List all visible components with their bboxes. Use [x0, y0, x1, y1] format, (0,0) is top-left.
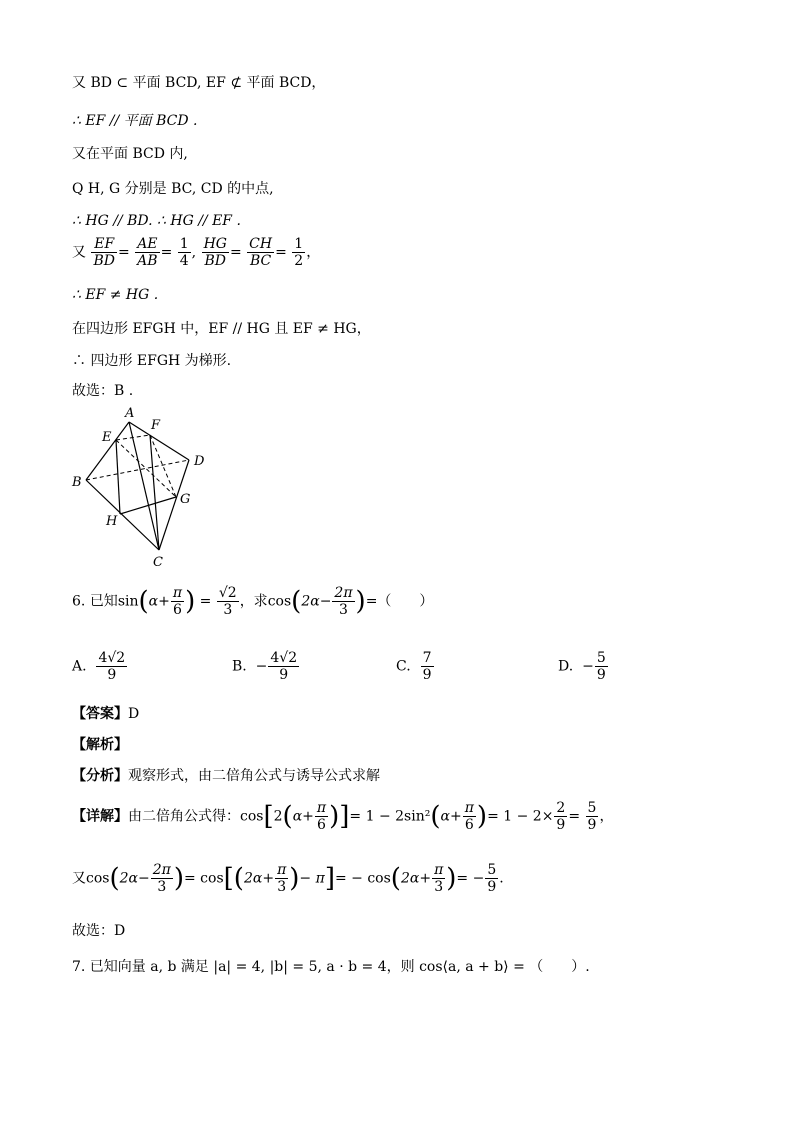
frac-num: 2	[556, 800, 566, 816]
detail-tag: 【详解】	[72, 808, 128, 825]
proof-line-4: Q H, G 分别是 BC, CD 的中点,	[72, 181, 274, 197]
fraction-pi-3	[432, 862, 445, 895]
fenxi-text: 观察形式，由二倍角公式与诱导公式求解	[128, 768, 380, 784]
frac-den: 2	[294, 253, 304, 269]
option-d[interactable]	[558, 650, 609, 683]
answer-value: D	[128, 706, 140, 722]
plus-sign: +	[449, 808, 462, 825]
option-value	[421, 650, 434, 683]
frac-den: 3	[339, 602, 348, 618]
label-e: E	[102, 430, 112, 445]
frac-den: 9	[487, 879, 497, 895]
frac-num: π	[316, 800, 327, 816]
proof-line-6: 又 $\frac{EF}{BD}$ = $\frac{AE}{AB}$ = $\frac{1}{4}$ , $\frac{HG}{BD}$ = $\frac{CH}{BC}$ = $\frac{1}{2}$ ，	[72, 236, 321, 269]
again-word: 又	[72, 870, 86, 887]
option-value	[595, 650, 608, 683]
fraction-5-9	[586, 800, 599, 833]
option-label: D.	[558, 658, 574, 675]
option-b[interactable]	[232, 650, 300, 683]
frac-num: 7	[422, 650, 432, 666]
frac-den: BC	[250, 253, 272, 269]
two-alpha: 2α	[119, 870, 138, 887]
frac-num: HG	[203, 236, 227, 252]
equation-text: = 1 − 2×	[487, 808, 554, 825]
bracket-close: ]	[339, 801, 350, 832]
frac-den: BD	[93, 253, 115, 269]
fraction-2-9	[554, 800, 567, 833]
fraction-ae-ab	[135, 236, 159, 269]
frac-num: 5	[487, 862, 497, 878]
fraction-2pi-3	[151, 862, 173, 895]
frac-num: √2	[218, 585, 237, 601]
frac-den: 3	[434, 879, 444, 895]
label-d: D	[194, 454, 205, 469]
paren-open: (	[291, 586, 302, 617]
frac-den: 6	[464, 817, 474, 833]
fenxi-line	[72, 765, 380, 785]
segment-hg	[120, 497, 176, 514]
edge-bd-hidden	[86, 460, 189, 480]
paren-close: )	[173, 863, 184, 894]
proof-line-2: ∴ EF // 平面 BCD .	[72, 113, 198, 129]
minus-sign: −	[138, 870, 150, 887]
fraction-5-9	[485, 862, 498, 895]
answer-tag: 【答案】	[72, 706, 128, 722]
label-b: B	[72, 475, 82, 490]
frac-den: 9	[596, 667, 606, 683]
plus-sign: +	[302, 808, 314, 825]
fraction-1-4	[178, 236, 191, 269]
tetrahedron-figure	[66, 400, 216, 572]
option-a[interactable]	[72, 650, 128, 683]
frac-den: 9	[556, 817, 566, 833]
frac-num: π	[172, 585, 183, 601]
paren-open: (	[282, 801, 293, 832]
equation-text: = − cos	[334, 870, 391, 887]
frac-num: 2π	[152, 862, 171, 878]
frac-num: π	[434, 862, 444, 878]
frac-den: 6	[317, 817, 326, 833]
fraction-pi-6	[171, 585, 184, 618]
proof-line-9: ∴ 四边形 EFGH 为梯形.	[72, 353, 232, 369]
stem-text: ，求	[239, 593, 268, 610]
paren-close: )	[329, 801, 340, 832]
frac-num: 2π	[334, 585, 353, 601]
alpha-symbol: α	[148, 593, 159, 610]
stem-text: =（ ）	[365, 593, 434, 610]
label-c: C	[153, 555, 163, 570]
frac-den: 3	[223, 602, 233, 618]
paren-open: (	[109, 863, 120, 894]
punctuation: ，	[599, 808, 614, 825]
choose-line: 故选：D	[72, 923, 126, 939]
equation-text: = −	[456, 870, 485, 887]
plus-sign: +	[158, 593, 170, 610]
label-f: F	[151, 418, 161, 433]
fraction-pi-6	[463, 800, 476, 833]
option-label: A.	[72, 658, 87, 675]
fraction-ch-bc	[247, 236, 274, 269]
proof-line-5: ∴ HG // BD. ∴ HG // EF .	[72, 213, 241, 229]
option-label: B.	[232, 658, 247, 675]
paren-open: (	[390, 863, 401, 894]
frac-den: 9	[587, 817, 597, 833]
question-number: 6.	[72, 593, 86, 610]
label-h: H	[106, 514, 118, 529]
frac-den: 4	[179, 253, 189, 269]
sin-func: sin	[117, 593, 139, 610]
frac-num: 4√2	[98, 650, 126, 666]
proof-line-7: ∴ EF ≠ HG .	[72, 287, 159, 303]
detail-line-2	[72, 862, 504, 895]
paren-open: (	[430, 801, 441, 832]
paren-close: )	[289, 863, 300, 894]
fraction-2pi-3	[332, 585, 354, 618]
segment-eg-hidden	[116, 440, 176, 497]
frac-num: 4√2	[270, 650, 298, 666]
minus-sign: −	[582, 658, 594, 675]
frac-num: π	[277, 862, 287, 878]
fraction-pi-6	[315, 800, 328, 833]
plus-sign: +	[419, 870, 432, 887]
frac-den: 9	[107, 667, 117, 683]
option-value	[268, 650, 299, 683]
label-a: A	[125, 406, 135, 421]
frac-num: 1	[179, 236, 189, 252]
equation-text: = 1 − 2sin²	[349, 808, 431, 825]
detail-text: 由二倍角公式得：	[128, 808, 240, 825]
analysis-line	[72, 734, 128, 754]
paren-open: (	[233, 863, 244, 894]
option-c[interactable]	[396, 650, 435, 683]
edge-bc	[86, 480, 159, 550]
paren-close: )	[446, 863, 457, 894]
analysis-tag: 【解析】	[72, 737, 128, 753]
option-label: C.	[396, 658, 411, 675]
punctuation: .	[499, 870, 504, 887]
frac-den: BD	[204, 253, 227, 269]
cos-func: cos	[86, 870, 110, 887]
coefficient: 2	[273, 808, 283, 825]
fraction-sqrt2-3	[217, 585, 239, 618]
bracket-close: ]	[324, 863, 335, 894]
frac-den: 3	[277, 879, 287, 895]
fraction-ef-bd	[91, 236, 117, 269]
two-alpha: 2α	[400, 870, 420, 887]
cos-func: cos	[267, 593, 292, 610]
fraction-pi-3	[275, 862, 288, 895]
fenxi-tag: 【分析】	[72, 768, 128, 784]
minus-pi: − π	[299, 870, 325, 887]
fraction-1-2	[292, 236, 305, 269]
bracket-open: [	[223, 863, 234, 894]
bracket-open: [	[263, 801, 274, 832]
label-g: G	[180, 492, 191, 507]
proof-line-3: 又在平面 BCD 内,	[72, 146, 188, 162]
proof-line-10: 故选：B .	[72, 383, 134, 399]
frac-num: 1	[294, 236, 304, 252]
paren-close: )	[355, 586, 366, 617]
two-alpha: 2α	[243, 870, 263, 887]
frac-num: 5	[596, 650, 606, 666]
frac-den: 9	[279, 667, 289, 683]
answer-line	[72, 703, 139, 723]
q6-stem: 6. 已知sin(α+ $\frac{\pi}{6}$ ) = $\frac{√2}{3}$ ，求cos(2α− $\frac{2\pi}{3}$ )=（ ）	[72, 585, 434, 618]
alpha-symbol: α	[440, 808, 450, 825]
plus-sign: +	[262, 870, 275, 887]
detail-line-1: 【详解】由二倍角公式得：cos[2(α+ $\frac{\pi}{6}$ )]= 1 − 2sin²(α+ $\frac{\pi}{6}$ )= 1 − 2× $\frac{2}{9}$ = $\frac{5}{9}$ ，	[72, 800, 614, 833]
frac-den: 6	[173, 602, 182, 618]
paren-close: )	[476, 801, 488, 832]
proof-line-8: 在四边形 EFGH 中，EF // HG 且 EF ≠ HG，	[72, 321, 371, 337]
paren-close: )	[185, 586, 196, 617]
option-value	[96, 650, 127, 683]
minus-sign: −	[255, 658, 268, 675]
frac-den: 9	[422, 667, 432, 683]
q7-stem: 7. 已知向量 a, b 满足 |a| = 4, |b| = 5, a · b = 4，则 cos⟨a, a + b⟩ = （ ）.	[72, 959, 590, 975]
frac-num: 5	[587, 800, 597, 816]
frac-den: AB	[137, 253, 158, 269]
frac-num: EF	[91, 236, 117, 253]
alpha-symbol: α	[292, 808, 303, 825]
frac-num: CH	[249, 236, 273, 252]
paren-open: (	[138, 586, 149, 617]
two-alpha: 2α	[301, 593, 320, 610]
frac-den: 3	[157, 879, 167, 895]
cos-func: cos	[240, 808, 264, 825]
fraction-hg-bd	[202, 236, 229, 269]
equation-text: = cos	[184, 870, 224, 887]
frac-num: AE	[135, 236, 159, 253]
minus-sign: −	[319, 593, 332, 610]
proof-line-1: 又 BD ⊂ 平面 BCD, EF ⊄ 平面 BCD，	[72, 75, 326, 91]
frac-num: π	[464, 800, 474, 816]
stem-text: 已知	[89, 593, 118, 610]
segment-eh	[116, 440, 120, 514]
again-word: 又	[72, 244, 86, 261]
